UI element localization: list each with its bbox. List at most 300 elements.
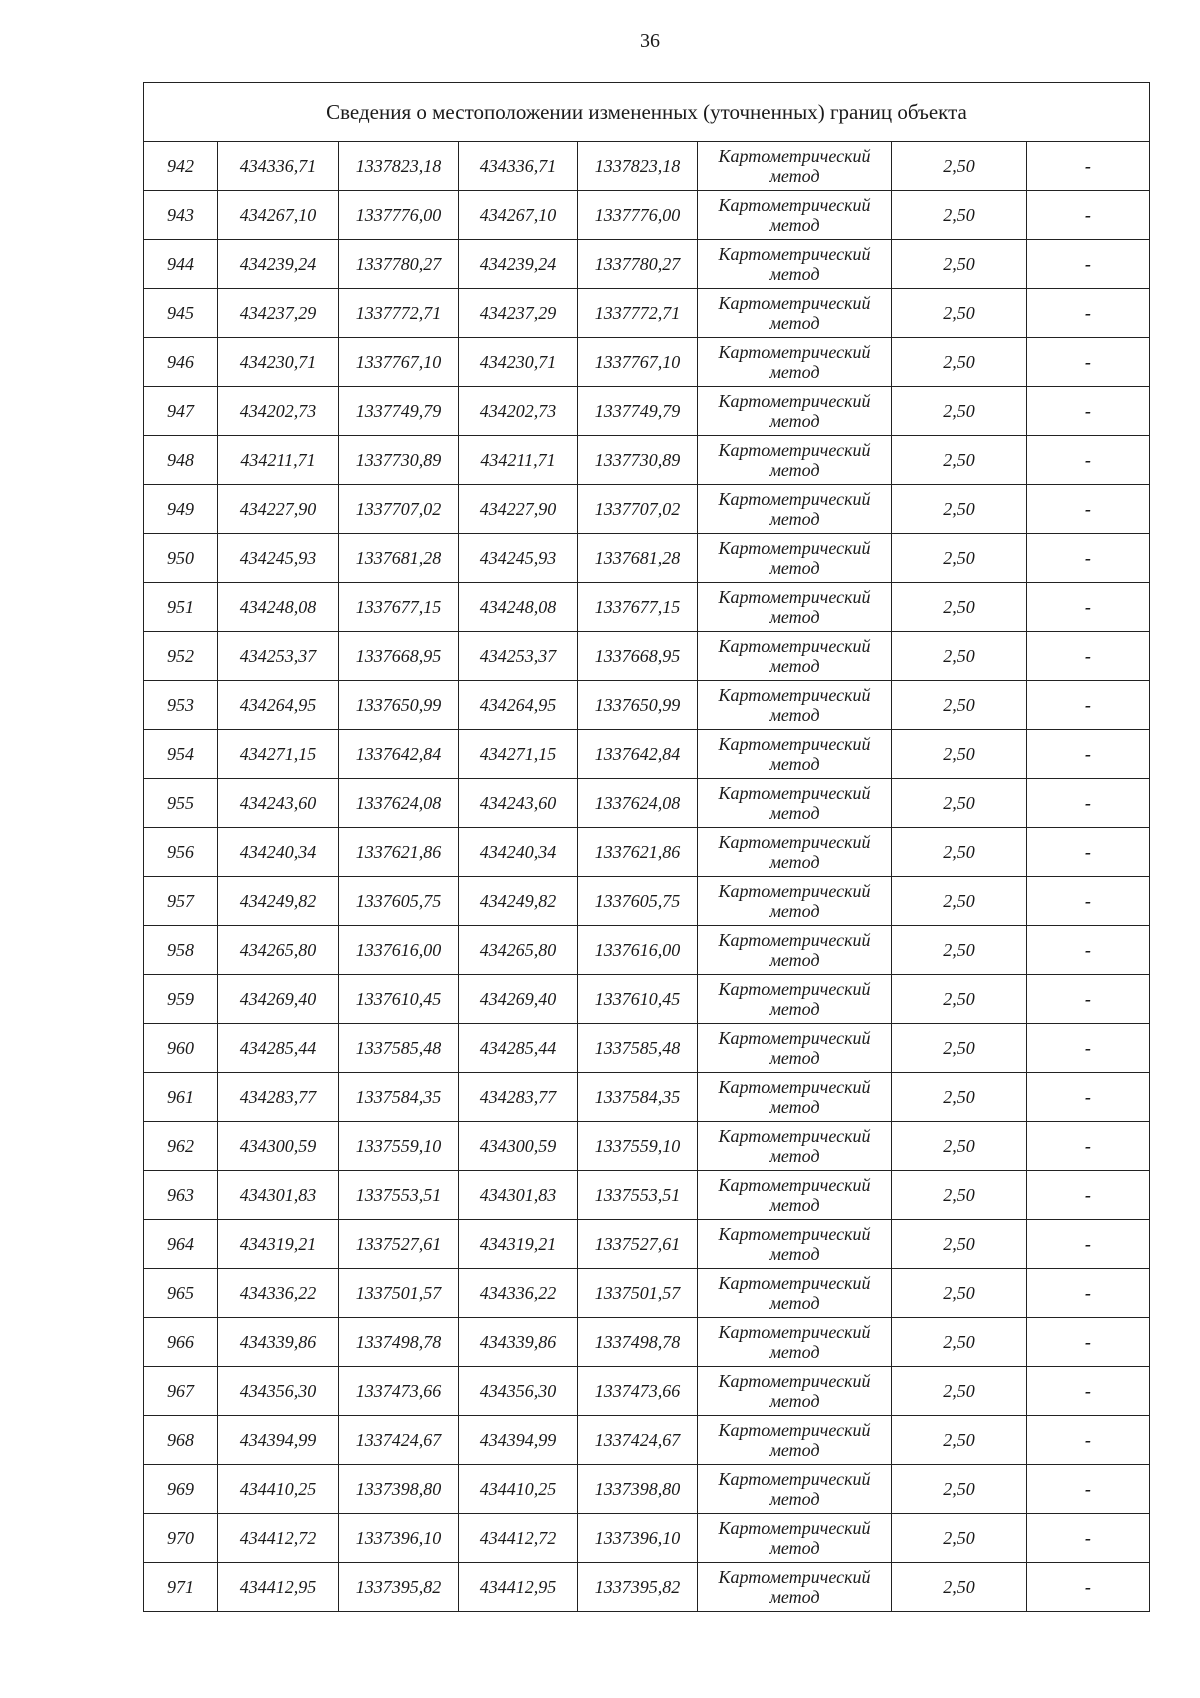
- existing-y-cell: 1337668,95: [339, 632, 459, 681]
- accuracy-cell: 2,50: [892, 1465, 1027, 1514]
- point-number-cell: 964: [144, 1220, 218, 1269]
- method-line-2: метод: [769, 901, 820, 921]
- existing-y-cell: 1337767,10: [339, 338, 459, 387]
- note-cell: -: [1027, 681, 1150, 730]
- method-line-2: метод: [769, 1048, 820, 1068]
- refined-y-cell: 1337396,10: [578, 1514, 698, 1563]
- point-number-cell: 959: [144, 975, 218, 1024]
- refined-x-cell: 434319,21: [459, 1220, 578, 1269]
- point-number-cell: 942: [144, 142, 218, 191]
- accuracy-cell: 2,50: [892, 877, 1027, 926]
- table-row: [144, 1318, 1150, 1367]
- refined-x-cell: 434356,30: [459, 1367, 578, 1416]
- method-line-1: Картометрический: [718, 1273, 871, 1293]
- note-cell: -: [1027, 534, 1150, 583]
- accuracy-cell: 2,50: [892, 730, 1027, 779]
- existing-x-cell: 434211,71: [218, 436, 339, 485]
- note-cell: -: [1027, 583, 1150, 632]
- note-cell: -: [1027, 485, 1150, 534]
- method-line-1: Картометрический: [718, 1077, 871, 1097]
- method-line-2: метод: [769, 1342, 820, 1362]
- method-line-1: Картометрический: [718, 1371, 871, 1391]
- point-number-cell: 947: [144, 387, 218, 436]
- table-row: [144, 289, 1150, 338]
- existing-x-cell: 434249,82: [218, 877, 339, 926]
- point-number-cell: 945: [144, 289, 218, 338]
- accuracy-cell: 2,50: [892, 534, 1027, 583]
- method-line-2: метод: [769, 607, 820, 627]
- refined-x-cell: 434301,83: [459, 1171, 578, 1220]
- table-row: [144, 1514, 1150, 1563]
- existing-x-cell: 434267,10: [218, 191, 339, 240]
- refined-x-cell: 434237,29: [459, 289, 578, 338]
- method-line-1: Картометрический: [718, 293, 871, 313]
- method-line-2: метод: [769, 362, 820, 382]
- table-row: [144, 1171, 1150, 1220]
- accuracy-cell: 2,50: [892, 1318, 1027, 1367]
- refined-y-cell: 1337681,28: [578, 534, 698, 583]
- refined-y-cell: 1337767,10: [578, 338, 698, 387]
- accuracy-cell: 2,50: [892, 926, 1027, 975]
- refined-x-cell: 434410,25: [459, 1465, 578, 1514]
- table-row: [144, 1073, 1150, 1122]
- page-number: 36: [640, 30, 660, 52]
- refined-x-cell: 434283,77: [459, 1073, 578, 1122]
- method-line-2: метод: [769, 705, 820, 725]
- method-line-1: Картометрический: [718, 783, 871, 803]
- method-cell: [698, 1024, 892, 1073]
- existing-y-cell: 1337624,08: [339, 779, 459, 828]
- table-row: [144, 632, 1150, 681]
- existing-y-cell: 1337621,86: [339, 828, 459, 877]
- accuracy-cell: 2,50: [892, 1024, 1027, 1073]
- refined-x-cell: 434239,24: [459, 240, 578, 289]
- refined-x-cell: 434336,22: [459, 1269, 578, 1318]
- table-row: [144, 436, 1150, 485]
- refined-x-cell: 434248,08: [459, 583, 578, 632]
- note-cell: -: [1027, 877, 1150, 926]
- method-cell: [698, 289, 892, 338]
- refined-y-cell: 1337776,00: [578, 191, 698, 240]
- method-cell: [698, 583, 892, 632]
- refined-x-cell: 434267,10: [459, 191, 578, 240]
- existing-x-cell: 434227,90: [218, 485, 339, 534]
- table-row: [144, 681, 1150, 730]
- method-line-1: Картометрический: [718, 195, 871, 215]
- method-line-2: метод: [769, 1146, 820, 1166]
- method-cell: [698, 632, 892, 681]
- point-number-cell: 971: [144, 1563, 218, 1612]
- accuracy-cell: 2,50: [892, 1367, 1027, 1416]
- existing-y-cell: 1337823,18: [339, 142, 459, 191]
- method-line-1: Картометрический: [718, 489, 871, 509]
- method-cell: [698, 1563, 892, 1612]
- note-cell: -: [1027, 1318, 1150, 1367]
- existing-y-cell: 1337424,67: [339, 1416, 459, 1465]
- existing-y-cell: 1337616,00: [339, 926, 459, 975]
- boundary-coordinates-table: [143, 82, 1150, 1612]
- method-line-1: Картометрический: [718, 342, 871, 362]
- method-line-2: метод: [769, 754, 820, 774]
- existing-x-cell: 434239,24: [218, 240, 339, 289]
- existing-y-cell: 1337559,10: [339, 1122, 459, 1171]
- method-line-1: Картометрический: [718, 391, 871, 411]
- table-row: [144, 1024, 1150, 1073]
- point-number-cell: 965: [144, 1269, 218, 1318]
- method-line-2: метод: [769, 411, 820, 431]
- refined-x-cell: 434265,80: [459, 926, 578, 975]
- table-title: Сведения о местоположении измененных (уточненных) границ объекта: [144, 83, 1150, 142]
- point-number-cell: 954: [144, 730, 218, 779]
- point-number-cell: 968: [144, 1416, 218, 1465]
- refined-y-cell: 1337527,61: [578, 1220, 698, 1269]
- point-number-cell: 944: [144, 240, 218, 289]
- method-cell: [698, 436, 892, 485]
- refined-x-cell: 434339,86: [459, 1318, 578, 1367]
- existing-x-cell: 434301,83: [218, 1171, 339, 1220]
- method-cell: [698, 1220, 892, 1269]
- method-line-2: метод: [769, 1293, 820, 1313]
- refined-x-cell: 434253,37: [459, 632, 578, 681]
- method-cell: [698, 534, 892, 583]
- existing-y-cell: 1337584,35: [339, 1073, 459, 1122]
- refined-y-cell: 1337584,35: [578, 1073, 698, 1122]
- method-line-1: Картометрический: [718, 1469, 871, 1489]
- method-line-1: Картометрический: [718, 685, 871, 705]
- accuracy-cell: 2,50: [892, 975, 1027, 1024]
- refined-y-cell: 1337501,57: [578, 1269, 698, 1318]
- method-line-2: метод: [769, 803, 820, 823]
- refined-x-cell: 434336,71: [459, 142, 578, 191]
- point-number-cell: 956: [144, 828, 218, 877]
- method-cell: [698, 240, 892, 289]
- existing-y-cell: 1337498,78: [339, 1318, 459, 1367]
- table-row: [144, 779, 1150, 828]
- note-cell: -: [1027, 1073, 1150, 1122]
- method-line-1: Картометрический: [718, 440, 871, 460]
- refined-y-cell: 1337621,86: [578, 828, 698, 877]
- note-cell: -: [1027, 436, 1150, 485]
- existing-y-cell: 1337772,71: [339, 289, 459, 338]
- accuracy-cell: 2,50: [892, 632, 1027, 681]
- existing-x-cell: 434253,37: [218, 632, 339, 681]
- refined-x-cell: 434211,71: [459, 436, 578, 485]
- table-row: [144, 1269, 1150, 1318]
- point-number-cell: 961: [144, 1073, 218, 1122]
- refined-y-cell: 1337398,80: [578, 1465, 698, 1514]
- note-cell: -: [1027, 387, 1150, 436]
- method-line-1: Картометрический: [718, 1126, 871, 1146]
- existing-y-cell: 1337650,99: [339, 681, 459, 730]
- existing-x-cell: 434412,95: [218, 1563, 339, 1612]
- existing-x-cell: 434243,60: [218, 779, 339, 828]
- refined-y-cell: 1337624,08: [578, 779, 698, 828]
- note-cell: -: [1027, 1171, 1150, 1220]
- method-cell: [698, 1465, 892, 1514]
- existing-x-cell: 434237,29: [218, 289, 339, 338]
- existing-y-cell: 1337527,61: [339, 1220, 459, 1269]
- method-line-1: Картометрический: [718, 1518, 871, 1538]
- method-line-2: метод: [769, 1440, 820, 1460]
- method-line-2: метод: [769, 313, 820, 333]
- refined-x-cell: 434285,44: [459, 1024, 578, 1073]
- existing-x-cell: 434336,22: [218, 1269, 339, 1318]
- refined-y-cell: 1337749,79: [578, 387, 698, 436]
- point-number-cell: 955: [144, 779, 218, 828]
- method-line-2: метод: [769, 852, 820, 872]
- note-cell: -: [1027, 926, 1150, 975]
- refined-y-cell: 1337823,18: [578, 142, 698, 191]
- accuracy-cell: 2,50: [892, 1220, 1027, 1269]
- point-number-cell: 970: [144, 1514, 218, 1563]
- point-number-cell: 963: [144, 1171, 218, 1220]
- method-cell: [698, 681, 892, 730]
- refined-y-cell: 1337668,95: [578, 632, 698, 681]
- method-cell: [698, 828, 892, 877]
- refined-x-cell: 434245,93: [459, 534, 578, 583]
- existing-x-cell: 434412,72: [218, 1514, 339, 1563]
- existing-x-cell: 434230,71: [218, 338, 339, 387]
- method-cell: [698, 1171, 892, 1220]
- accuracy-cell: 2,50: [892, 289, 1027, 338]
- table-row: [144, 583, 1150, 632]
- refined-x-cell: 434412,72: [459, 1514, 578, 1563]
- refined-x-cell: 434300,59: [459, 1122, 578, 1171]
- method-line-1: Картометрический: [718, 587, 871, 607]
- refined-y-cell: 1337772,71: [578, 289, 698, 338]
- refined-y-cell: 1337730,89: [578, 436, 698, 485]
- existing-y-cell: 1337501,57: [339, 1269, 459, 1318]
- point-number-cell: 949: [144, 485, 218, 534]
- accuracy-cell: 2,50: [892, 1073, 1027, 1122]
- point-number-cell: 962: [144, 1122, 218, 1171]
- accuracy-cell: 2,50: [892, 1563, 1027, 1612]
- method-line-2: метод: [769, 950, 820, 970]
- table-row: [144, 1220, 1150, 1269]
- method-line-1: Картометрический: [718, 881, 871, 901]
- note-cell: -: [1027, 1367, 1150, 1416]
- refined-x-cell: 434264,95: [459, 681, 578, 730]
- refined-y-cell: 1337553,51: [578, 1171, 698, 1220]
- existing-y-cell: 1337677,15: [339, 583, 459, 632]
- method-line-1: Картометрический: [718, 734, 871, 754]
- point-number-cell: 951: [144, 583, 218, 632]
- method-cell: [698, 1073, 892, 1122]
- method-line-2: метод: [769, 264, 820, 284]
- method-line-1: Картометрический: [718, 244, 871, 264]
- table-row: [144, 240, 1150, 289]
- note-cell: -: [1027, 1416, 1150, 1465]
- point-number-cell: 967: [144, 1367, 218, 1416]
- note-cell: -: [1027, 1563, 1150, 1612]
- accuracy-cell: 2,50: [892, 436, 1027, 485]
- method-line-2: метод: [769, 1195, 820, 1215]
- refined-x-cell: 434394,99: [459, 1416, 578, 1465]
- note-cell: -: [1027, 779, 1150, 828]
- refined-x-cell: 434269,40: [459, 975, 578, 1024]
- accuracy-cell: 2,50: [892, 240, 1027, 289]
- refined-x-cell: 434227,90: [459, 485, 578, 534]
- note-cell: -: [1027, 142, 1150, 191]
- point-number-cell: 952: [144, 632, 218, 681]
- refined-y-cell: 1337642,84: [578, 730, 698, 779]
- method-line-1: Картометрический: [718, 1567, 871, 1587]
- table-row: [144, 485, 1150, 534]
- refined-x-cell: 434230,71: [459, 338, 578, 387]
- table-row: [144, 1122, 1150, 1171]
- method-line-1: Картометрический: [718, 1420, 871, 1440]
- table-title-row: [144, 83, 1150, 142]
- existing-y-cell: 1337396,10: [339, 1514, 459, 1563]
- method-cell: [698, 877, 892, 926]
- accuracy-cell: 2,50: [892, 1416, 1027, 1465]
- accuracy-cell: 2,50: [892, 485, 1027, 534]
- table-row: [144, 142, 1150, 191]
- method-line-1: Картометрический: [718, 832, 871, 852]
- method-line-1: Картометрический: [718, 146, 871, 166]
- method-line-2: метод: [769, 166, 820, 186]
- method-cell: [698, 338, 892, 387]
- existing-y-cell: 1337395,82: [339, 1563, 459, 1612]
- existing-x-cell: 434240,34: [218, 828, 339, 877]
- method-line-1: Картометрический: [718, 1224, 871, 1244]
- method-cell: [698, 975, 892, 1024]
- note-cell: -: [1027, 1269, 1150, 1318]
- method-cell: [698, 1122, 892, 1171]
- accuracy-cell: 2,50: [892, 828, 1027, 877]
- method-line-1: Картометрический: [718, 1322, 871, 1342]
- point-number-cell: 960: [144, 1024, 218, 1073]
- method-line-2: метод: [769, 1489, 820, 1509]
- table-row: [144, 975, 1150, 1024]
- refined-y-cell: 1337498,78: [578, 1318, 698, 1367]
- note-cell: -: [1027, 289, 1150, 338]
- method-cell: [698, 1514, 892, 1563]
- method-line-2: метод: [769, 656, 820, 676]
- method-cell: [698, 1416, 892, 1465]
- accuracy-cell: 2,50: [892, 681, 1027, 730]
- refined-x-cell: 434240,34: [459, 828, 578, 877]
- point-number-cell: 957: [144, 877, 218, 926]
- method-cell: [698, 779, 892, 828]
- existing-x-cell: 434339,86: [218, 1318, 339, 1367]
- accuracy-cell: 2,50: [892, 1171, 1027, 1220]
- accuracy-cell: 2,50: [892, 1122, 1027, 1171]
- note-cell: -: [1027, 1024, 1150, 1073]
- refined-y-cell: 1337707,02: [578, 485, 698, 534]
- refined-y-cell: 1337616,00: [578, 926, 698, 975]
- existing-x-cell: 434264,95: [218, 681, 339, 730]
- refined-x-cell: 434271,15: [459, 730, 578, 779]
- existing-x-cell: 434300,59: [218, 1122, 339, 1171]
- method-line-2: метод: [769, 460, 820, 480]
- point-number-cell: 953: [144, 681, 218, 730]
- table-row: [144, 730, 1150, 779]
- existing-y-cell: 1337642,84: [339, 730, 459, 779]
- note-cell: -: [1027, 1514, 1150, 1563]
- table-row: [144, 1465, 1150, 1514]
- method-line-1: Картометрический: [718, 1175, 871, 1195]
- refined-y-cell: 1337677,15: [578, 583, 698, 632]
- existing-x-cell: 434283,77: [218, 1073, 339, 1122]
- method-line-2: метод: [769, 1244, 820, 1264]
- point-number-cell: 966: [144, 1318, 218, 1367]
- existing-y-cell: 1337605,75: [339, 877, 459, 926]
- existing-y-cell: 1337730,89: [339, 436, 459, 485]
- method-cell: [698, 191, 892, 240]
- refined-x-cell: 434202,73: [459, 387, 578, 436]
- refined-x-cell: 434243,60: [459, 779, 578, 828]
- existing-y-cell: 1337681,28: [339, 534, 459, 583]
- method-cell: [698, 926, 892, 975]
- existing-x-cell: 434265,80: [218, 926, 339, 975]
- table-row: [144, 828, 1150, 877]
- method-line-2: метод: [769, 999, 820, 1019]
- refined-x-cell: 434412,95: [459, 1563, 578, 1612]
- method-cell: [698, 142, 892, 191]
- note-cell: -: [1027, 1122, 1150, 1171]
- method-line-2: метод: [769, 1538, 820, 1558]
- refined-y-cell: 1337780,27: [578, 240, 698, 289]
- existing-x-cell: 434410,25: [218, 1465, 339, 1514]
- existing-y-cell: 1337553,51: [339, 1171, 459, 1220]
- existing-y-cell: 1337707,02: [339, 485, 459, 534]
- accuracy-cell: 2,50: [892, 1269, 1027, 1318]
- existing-x-cell: 434245,93: [218, 534, 339, 583]
- method-line-2: метод: [769, 215, 820, 235]
- note-cell: -: [1027, 191, 1150, 240]
- accuracy-cell: 2,50: [892, 1514, 1027, 1563]
- accuracy-cell: 2,50: [892, 338, 1027, 387]
- existing-x-cell: 434356,30: [218, 1367, 339, 1416]
- note-cell: -: [1027, 975, 1150, 1024]
- accuracy-cell: 2,50: [892, 191, 1027, 240]
- table-row: [144, 191, 1150, 240]
- accuracy-cell: 2,50: [892, 779, 1027, 828]
- existing-x-cell: 434319,21: [218, 1220, 339, 1269]
- table-row: [144, 534, 1150, 583]
- existing-x-cell: 434336,71: [218, 142, 339, 191]
- note-cell: -: [1027, 1465, 1150, 1514]
- refined-y-cell: 1337650,99: [578, 681, 698, 730]
- existing-y-cell: 1337610,45: [339, 975, 459, 1024]
- refined-y-cell: 1337395,82: [578, 1563, 698, 1612]
- table-body: [144, 142, 1150, 1612]
- existing-x-cell: 434285,44: [218, 1024, 339, 1073]
- point-number-cell: 946: [144, 338, 218, 387]
- method-cell: [698, 387, 892, 436]
- method-line-2: метод: [769, 1391, 820, 1411]
- method-cell: [698, 1269, 892, 1318]
- refined-y-cell: 1337605,75: [578, 877, 698, 926]
- method-line-1: Картометрический: [718, 636, 871, 656]
- method-line-2: метод: [769, 558, 820, 578]
- existing-x-cell: 434271,15: [218, 730, 339, 779]
- existing-y-cell: 1337776,00: [339, 191, 459, 240]
- method-cell: [698, 485, 892, 534]
- table-row: [144, 1367, 1150, 1416]
- table-row: [144, 1416, 1150, 1465]
- point-number-cell: 948: [144, 436, 218, 485]
- note-cell: -: [1027, 338, 1150, 387]
- note-cell: -: [1027, 632, 1150, 681]
- method-line-1: Картометрический: [718, 930, 871, 950]
- existing-y-cell: 1337749,79: [339, 387, 459, 436]
- method-line-1: Картометрический: [718, 1028, 871, 1048]
- method-cell: [698, 730, 892, 779]
- note-cell: -: [1027, 1220, 1150, 1269]
- refined-y-cell: 1337559,10: [578, 1122, 698, 1171]
